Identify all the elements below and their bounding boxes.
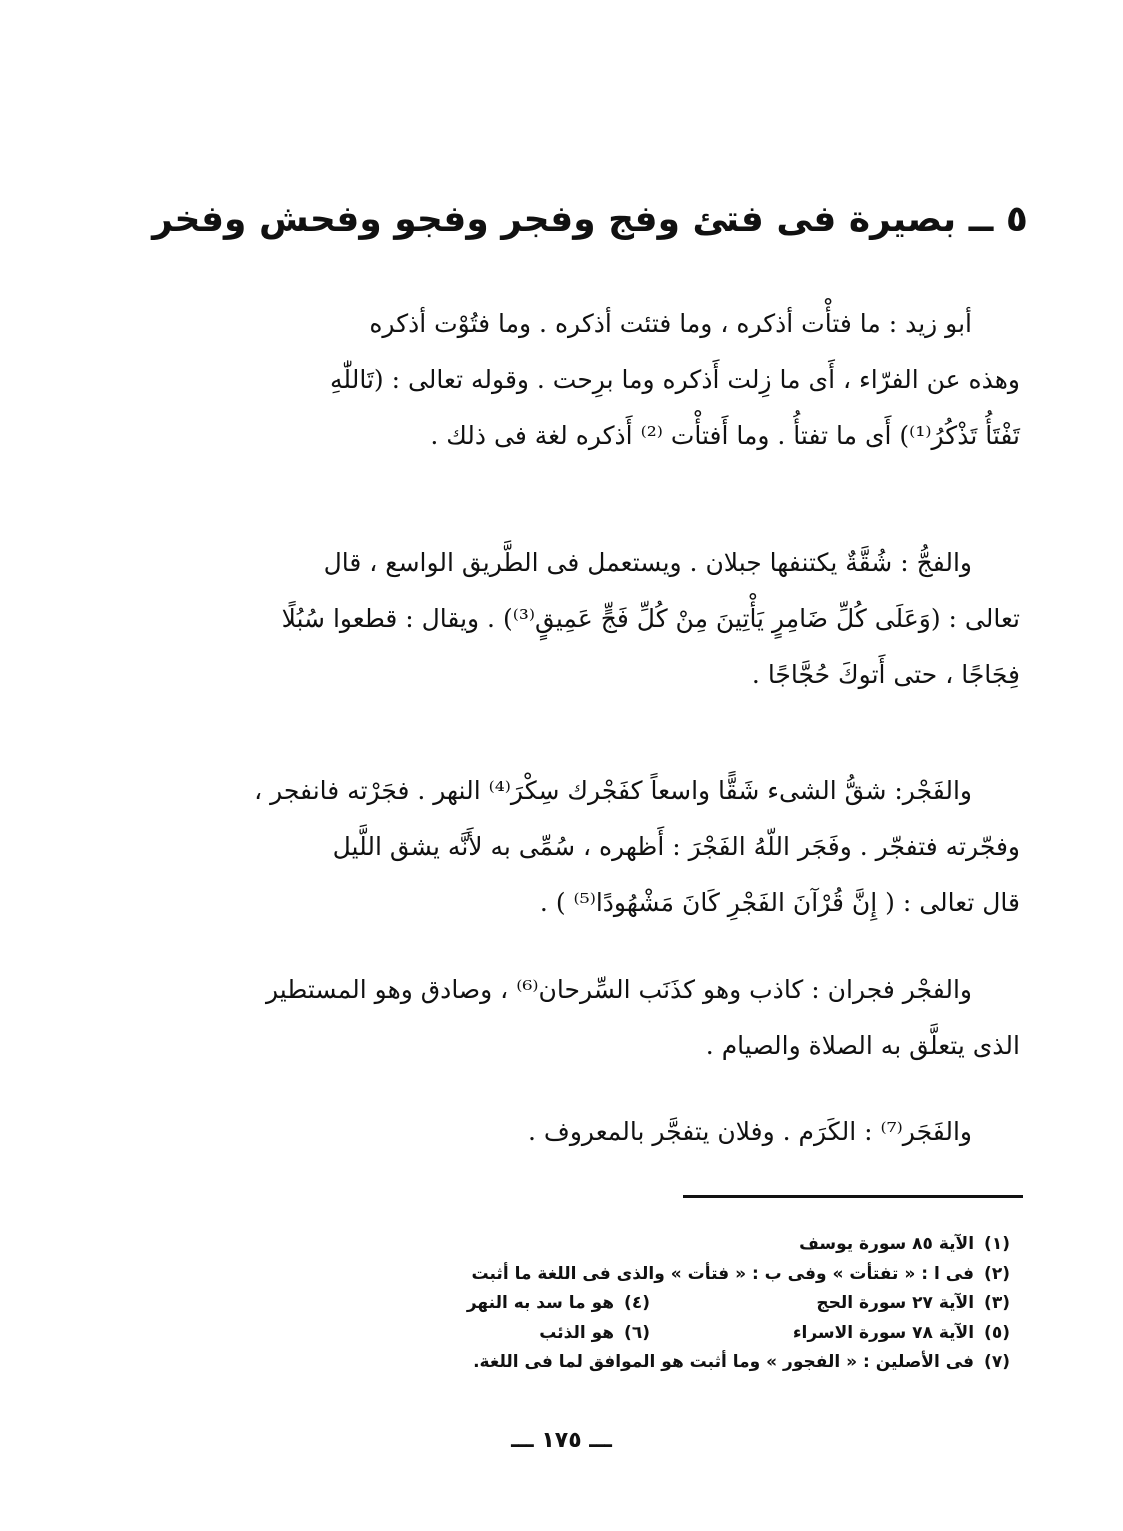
footnote-row bbox=[340, 1348, 1010, 1378]
footnote-1 bbox=[799, 1230, 1010, 1260]
paragraph-fajar bbox=[150, 1104, 1020, 1160]
text-line: والفَجْر: شقُّ الشىء شَقًّا واسعاً كفَجْرك سِكْرَ⁽⁴⁾ النهر . فجَرْته فانفجر ، bbox=[254, 776, 972, 805]
footnotes bbox=[340, 1230, 1010, 1378]
text-line: والفجْر فجران : كاذب وهو كذَنَب السِّرحان⁽⁶⁾ ، وصادق وهو المستطير bbox=[266, 975, 972, 1004]
page-number: ـــ ١٧٥ ـــ bbox=[511, 1428, 612, 1453]
footnote-text: هو ما سد به النهر bbox=[466, 1293, 615, 1313]
footnote-number: (٣) bbox=[984, 1293, 1010, 1313]
footnote-separator bbox=[683, 1195, 1023, 1198]
footnote-text: فى الأصلين : « الفجور » وما أثبت هو الموافق لما فى اللغة. bbox=[473, 1352, 975, 1372]
footnote-number: (٢) bbox=[984, 1263, 1010, 1284]
footnote-row bbox=[340, 1319, 1010, 1349]
paragraph-fajr bbox=[150, 763, 1020, 931]
text-line: أبو زيد : ما فتأْت أذكره ، وما فتئت أذكره . وما فتُوْت أذكره bbox=[369, 309, 972, 338]
footnote-number: (١) bbox=[984, 1234, 1010, 1254]
footnote-number: (٥) bbox=[984, 1322, 1010, 1343]
text-line: وفجّرته فتفجّر . وفَجَر اللّهُ الفَجْرَ : أَظهره ، سُمِّى به لأَنَّه يشق اللَّيل bbox=[332, 832, 1020, 861]
text-line: والفجُّ : شُقَّةٌ يكتنفها جبلان . ويستعمل فى الطَّريق الواسع ، قال bbox=[323, 548, 972, 577]
footnote-text: فى ا : « تفتأت » وفى ب : « فتأت » والذى فى اللغة ما أثبت bbox=[471, 1263, 975, 1284]
section-title: ٥ ــ بصيرة فى فتئ وفج وفجر وفجو وفحش وفخر bbox=[152, 199, 1028, 240]
footnote-7 bbox=[473, 1348, 1010, 1378]
text-line: فِجَاجًا ، حتى أَتوكَ حُجَّاجًا . bbox=[751, 660, 1020, 689]
footnote-6 bbox=[539, 1319, 650, 1349]
footnote-3 bbox=[650, 1289, 1010, 1319]
footnote-text: هو الذئب bbox=[539, 1322, 615, 1343]
text-line: الذى يتعلَّق به الصلاة والصيام . bbox=[705, 1031, 1020, 1060]
footnote-2 bbox=[472, 1260, 1011, 1290]
footnote-number: (٤) bbox=[624, 1293, 650, 1313]
paragraph-fajj bbox=[150, 535, 1020, 703]
footnote-row bbox=[340, 1260, 1010, 1290]
footnote-number: (٧) bbox=[984, 1352, 1010, 1372]
footnote-row bbox=[340, 1289, 1010, 1319]
footnote-number: (٦) bbox=[624, 1322, 650, 1343]
footnote-text: الآية ٧٨ سورة الاسراء bbox=[792, 1322, 975, 1343]
text-line: تعالى : (وَعَلَى كُلِّ ضَامِرٍ يَأْتِينَ مِنْ كُلِّ فَجٍّ عَمِيقٍ⁽³⁾) . ويقال : قطعوا سُبُلًا bbox=[281, 604, 1020, 633]
footnote-text: الآية ٨٥ سورة يوسف bbox=[799, 1234, 975, 1254]
paragraph-fajran bbox=[150, 962, 1020, 1074]
text-line: تَفْتَأُ تَذْكُرُ⁽¹⁾) أَى ما تفتأُ . وما أَفتأْت ⁽²⁾ أَذكره لغة فى ذلك . bbox=[430, 421, 1020, 450]
text-line: قال تعالى : ( إِنَّ قُرْآنَ الفَجْرِ كَانَ مَشْهُودًا⁽⁵⁾ ) . bbox=[539, 888, 1020, 917]
footnote-4 bbox=[467, 1289, 650, 1319]
text-line: والفَجَر⁽⁷⁾ : الكَرَم . وفلان يتفجَّر بالمعروف . bbox=[528, 1117, 972, 1146]
footnote-5 bbox=[650, 1319, 1010, 1349]
paragraph-fatia bbox=[150, 296, 1020, 464]
footnote-text: الآية ٢٧ سورة الحج bbox=[816, 1293, 975, 1313]
text-line: وهذه عن الفرّاء ، أَى ما زِلت أَذكره وما برِحت . وقوله تعالى : (تَاللّٰهِ bbox=[330, 365, 1020, 394]
footnote-row bbox=[340, 1230, 1010, 1260]
